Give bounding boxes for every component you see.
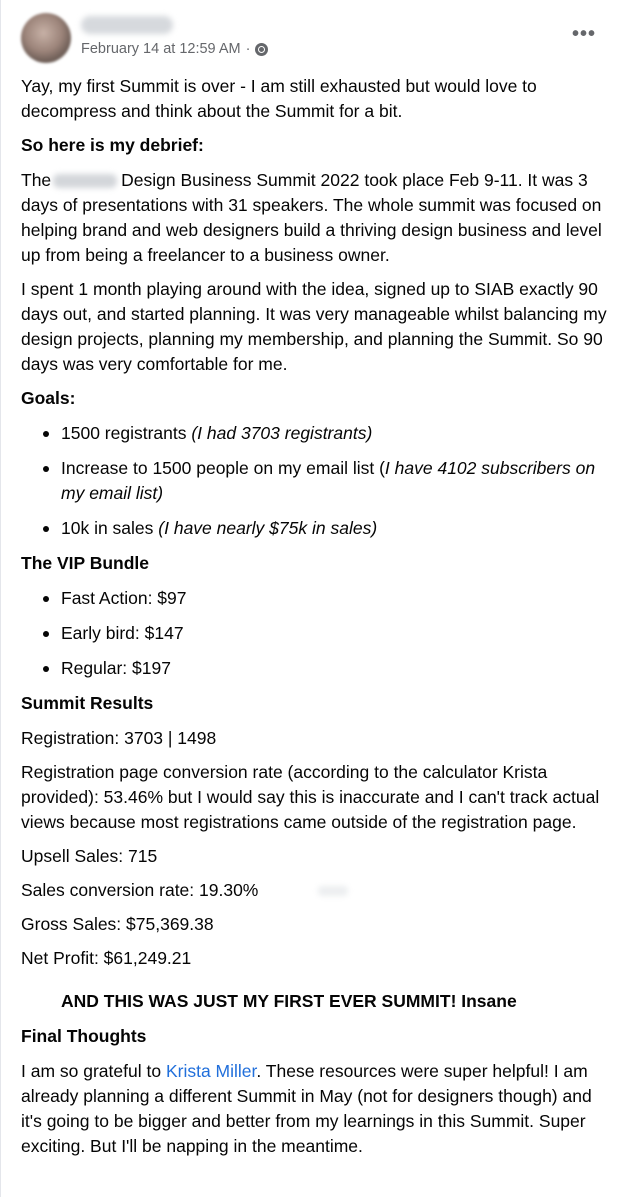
author-name-redacted[interactable] <box>81 16 173 34</box>
goal-text: Increase to 1500 people on my email list ( <box>61 458 385 478</box>
krista-miller-link[interactable]: Krista Miller <box>165 1061 257 1081</box>
final-paragraph <box>21 1059 611 1159</box>
goal-text: 1500 registrants <box>61 423 192 443</box>
post-body <box>21 74 611 1168</box>
redacted-word <box>53 174 117 188</box>
list-item: Early bird: $147 <box>61 621 611 646</box>
final-text: . These resources were super helpful! I am already planning a different Summit in May (not for designers though) and it's going to be bigger and better from my learnings in this Summit. Super exciting. But I'll be napping in the meantime. <box>21 1061 592 1156</box>
gross-sales-stat: Gross Sales: $75,369.38 <box>21 914 214 934</box>
faded-artifact <box>318 886 348 896</box>
more-options-icon[interactable]: ••• <box>571 23 596 45</box>
goals-heading: Goals: <box>21 388 76 408</box>
vip-heading: The VIP Bundle <box>21 553 150 573</box>
summit-description-text: Design Business Summit 2022 took place Feb 9-11. It was 3 days of presentations with 31 speakers. The whole summit was focused on helping brand and web designers build a thriving design business and level up from being a freelancer to a business owner. <box>21 170 602 265</box>
summit-description <box>21 168 611 268</box>
conversion-paragraph: Registration page conversion rate (according to the calculator Krista provided): 53.46% but I would say this is inaccurate and I can't track actual views because most registrations came outside of the registration page. <box>21 762 600 832</box>
goal-note: I have 4102 subscribers on my email list) <box>61 458 596 503</box>
goal-note: (I have nearly $75k in sales) <box>158 518 378 538</box>
list-item <box>61 421 611 446</box>
upsell-stat: Upsell Sales: 715 <box>21 846 158 866</box>
list-item: Fast Action: $97 <box>61 586 611 611</box>
friends-globe-icon[interactable] <box>255 43 268 56</box>
final-heading: Final Thoughts <box>21 1026 147 1046</box>
goal-note: (I had 3703 registrants) <box>191 423 373 443</box>
post-meta <box>81 41 268 57</box>
meta-separator: · <box>245 41 251 57</box>
highlight-line: AND THIS WAS JUST MY FIRST EVER SUMMIT! Insane <box>61 991 517 1011</box>
planning-paragraph: I spent 1 month playing around with the idea, signed up to SIAB exactly 90 days out, and started planning. It was very manageable whilst balancing my design projects, planning my membership, and planning the Summit. So 90 days was very comfortable for me. <box>21 279 607 374</box>
post-intro: Yay, my first Summit is over - I am still exhausted but would love to decompress and think about the Summit for a bit. <box>21 76 537 121</box>
post-timestamp[interactable]: February 14 at 12:59 AM <box>81 41 241 57</box>
goal-text: 10k in sales <box>61 518 159 538</box>
results-heading: Summit Results <box>21 693 154 713</box>
goals-list <box>21 421 611 541</box>
list-item <box>61 456 611 506</box>
summit-description-prefix: The <box>21 170 52 190</box>
list-item <box>61 516 611 541</box>
debrief-heading: So here is my debrief: <box>21 135 204 155</box>
net-profit-stat: Net Profit: $61,249.21 <box>21 948 192 968</box>
vip-list <box>21 586 611 681</box>
registration-stat: Registration: 3703 | 1498 <box>21 728 217 748</box>
final-prefix: I am so grateful to <box>21 1061 166 1081</box>
sales-conversion-text: Sales conversion rate: 19.30% <box>21 880 259 900</box>
sales-conversion-stat <box>21 878 611 903</box>
author-avatar[interactable] <box>21 13 71 63</box>
list-item: Regular: $197 <box>61 656 611 681</box>
